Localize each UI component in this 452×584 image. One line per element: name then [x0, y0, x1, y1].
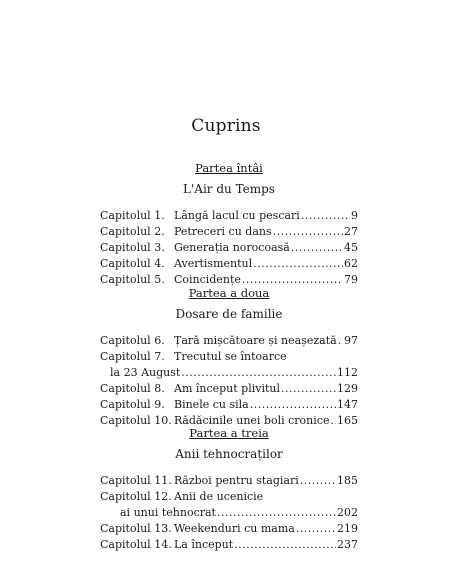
- leader-dots: [181, 365, 336, 381]
- leader-dots: [338, 333, 343, 349]
- chapter-title: Anii de ucenicie: [174, 490, 264, 503]
- page-number: 185: [337, 474, 358, 487]
- toc-entry[interactable]: [100, 256, 358, 272]
- chapter-number: Capitolul 14.: [100, 538, 172, 551]
- part-title: L'Air du Temps: [183, 182, 275, 196]
- chapter-number: Capitolul 9.: [100, 398, 165, 411]
- page-number: 62: [344, 257, 358, 270]
- part-title: Dosare de familie: [175, 307, 283, 321]
- part-title: Anii tehnocraților: [175, 447, 283, 461]
- chapter-title: Lângă lacul cu pescari: [174, 209, 300, 222]
- chapter-number: Capitolul 6.: [100, 334, 165, 347]
- chapter-title: Război pentru stagiari: [174, 474, 299, 487]
- leader-dots: [291, 240, 343, 256]
- chapter-number: Capitolul 3.: [100, 241, 165, 254]
- leader-dots: [296, 521, 336, 537]
- chapter-title: Am început plivitul: [174, 382, 281, 395]
- chapter-list: [100, 473, 358, 553]
- leader-dots: [217, 505, 336, 521]
- toc-entry[interactable]: [100, 473, 358, 489]
- page-title: Cuprins: [191, 116, 261, 136]
- page-number: 129: [337, 382, 358, 395]
- toc-entry-continued[interactable]: [100, 365, 358, 381]
- toc-entry[interactable]: [100, 397, 358, 413]
- part-1: [100, 160, 358, 288]
- chapter-number: Capitolul 4.: [100, 257, 165, 270]
- toc-entry[interactable]: [100, 349, 358, 365]
- chapter-list: [100, 333, 358, 429]
- part-label: Partea întâi: [195, 161, 263, 175]
- part-3: [100, 425, 358, 553]
- leader-dots: [273, 224, 343, 240]
- chapter-title: La început: [174, 538, 234, 551]
- chapter-number: Capitolul 8.: [100, 382, 165, 395]
- chapter-list: [100, 208, 358, 288]
- chapter-title: Petreceri cu dans: [174, 225, 272, 238]
- leader-dots: [281, 381, 336, 397]
- toc-entry[interactable]: [100, 381, 358, 397]
- chapter-title: Avertismentul: [174, 257, 253, 270]
- toc-entry[interactable]: [100, 537, 358, 553]
- page-number: 237: [337, 538, 358, 551]
- chapter-title: Țară mișcătoare și neașezată: [174, 334, 337, 347]
- chapter-title: Rădăcinile unei boli cronice: [174, 414, 330, 427]
- page-number: 79: [344, 273, 358, 286]
- toc-entry[interactable]: [100, 333, 358, 349]
- chapter-number: Capitolul 10.: [100, 414, 172, 427]
- leader-dots: [253, 256, 343, 272]
- chapter-title: Trecutul se întoarce: [174, 350, 287, 363]
- chapter-title: Generația norocoasă: [174, 241, 290, 254]
- part-2: [100, 285, 358, 429]
- leader-dots: [301, 208, 350, 224]
- chapter-number: Capitolul 11.: [100, 474, 172, 487]
- toc-entry[interactable]: [100, 240, 358, 256]
- page-number: 147: [337, 398, 358, 411]
- page-number: 45: [344, 241, 358, 254]
- toc-entry[interactable]: [100, 521, 358, 537]
- chapter-title: Weekenduri cu mama: [174, 522, 295, 535]
- page-number: 97: [344, 334, 358, 347]
- page-number: 27: [344, 225, 358, 238]
- page-number: 202: [337, 506, 358, 519]
- chapter-number: Capitolul 5.: [100, 273, 165, 286]
- part-label: Partea a doua: [188, 286, 270, 300]
- chapter-number: Capitolul 2.: [100, 225, 165, 238]
- toc-entry[interactable]: [100, 208, 358, 224]
- leader-dots: [300, 473, 336, 489]
- chapter-number: Capitolul 7.: [100, 350, 165, 363]
- page-number: 112: [337, 366, 358, 379]
- chapter-title-continued: la 23 August: [110, 366, 181, 379]
- chapter-title: Binele cu sila: [174, 398, 249, 411]
- leader-dots: [250, 397, 336, 413]
- leader-dots: [234, 537, 336, 553]
- toc-entry[interactable]: [100, 489, 358, 505]
- chapter-title-continued: ai unui tehnocrat: [120, 506, 216, 519]
- part-label: Partea a treia: [189, 426, 269, 440]
- toc-entry-continued[interactable]: [100, 505, 358, 521]
- toc-entry[interactable]: [100, 224, 358, 240]
- chapter-number: Capitolul 13.: [100, 522, 172, 535]
- chapter-number: Capitolul 12.: [100, 490, 172, 503]
- page-number: 219: [337, 522, 358, 535]
- chapter-number: Capitolul 1.: [100, 209, 165, 222]
- page-number: 165: [337, 414, 358, 427]
- page-number: 9: [351, 209, 358, 222]
- chapter-title: Coincidențe: [174, 273, 241, 286]
